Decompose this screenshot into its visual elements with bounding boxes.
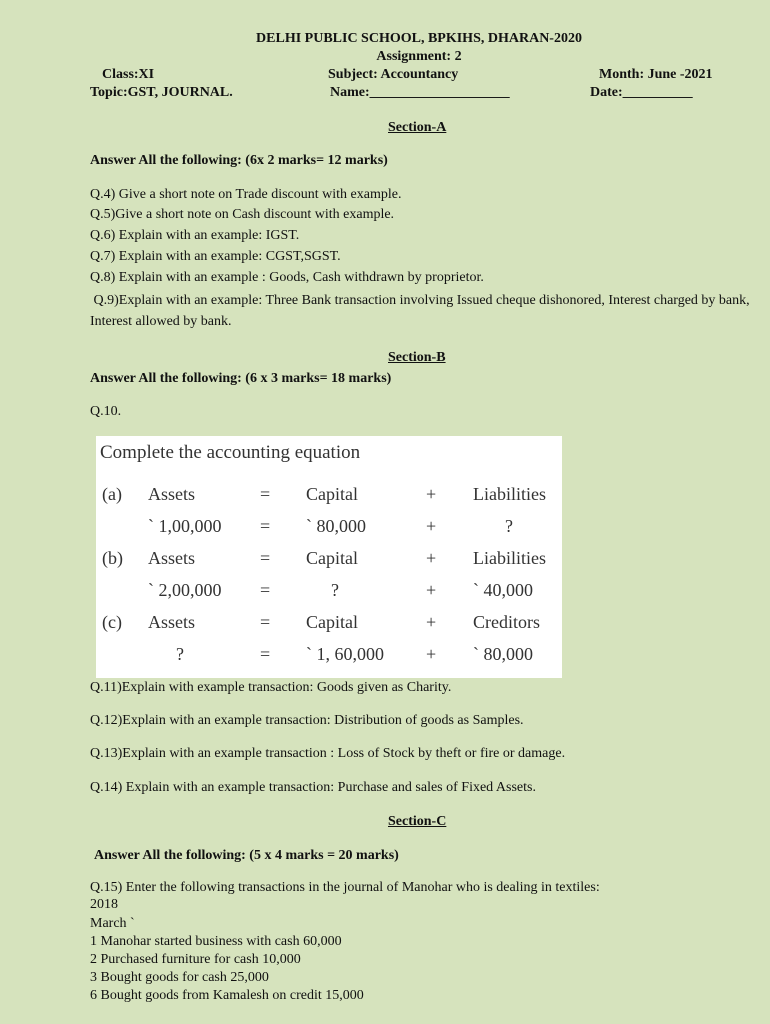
section-b-title: Section-B (388, 350, 446, 365)
name-field: Name:____________________ (330, 85, 510, 100)
capital-c: Capital (306, 612, 358, 632)
capital-a: Capital (306, 484, 358, 504)
equals-value-a: = (260, 516, 271, 536)
section-a-instruction: Answer All the following: (6x 2 marks= 12 marks) (90, 153, 388, 168)
assets-value-a: ` 1,00,000 (148, 516, 222, 536)
equals-a: = (260, 484, 271, 504)
journal-line-2: 2 Purchased furniture for cash 10,000 (90, 952, 301, 967)
question-9: Q.9)Explain with an example: Three Bank transaction involving Issued cheque dishonored, Interest charged by bank, Interest allowed by bank. (90, 293, 754, 329)
journal-month: March ` (90, 916, 135, 931)
topic-label: Topic:GST, JOURNAL. (90, 85, 233, 100)
row-label-c: (c) (102, 612, 122, 632)
question-10: Q.10. (90, 404, 122, 419)
row-label-b: (b) (102, 548, 123, 568)
question-15: Q.15) Enter the following transactions in the journal of Manohar who is dealing in textiles: (90, 880, 600, 895)
liabilities-b: Liabilities (473, 548, 546, 568)
class-label: Class:XI (102, 67, 155, 82)
assets-b: Assets (148, 548, 196, 568)
date-field: Date:__________ (590, 85, 693, 100)
journal-year: 2018 (90, 897, 118, 912)
plus-b: + (426, 548, 437, 568)
section-c-title: Section-C (388, 814, 447, 829)
plus-c: + (426, 612, 437, 632)
assets-c: Assets (148, 612, 196, 632)
section-c-instruction: Answer All the following: (5 x 4 marks = 20 marks) (94, 848, 399, 863)
question-4: Q.4) Give a short note on Trade discount with example. (90, 187, 402, 202)
question-13: Q.13)Explain with an example transaction : Loss of Stock by theft or fire or damage. (90, 746, 566, 761)
journal-line-3: 3 Bought goods for cash 25,000 (90, 970, 269, 985)
liabilities-a: Liabilities (473, 484, 546, 504)
journal-line-1: 1 Manohar started business with cash 60,000 (90, 934, 342, 949)
question-12: Q.12)Explain with an example transaction: Distribution of goods as Samples. (90, 713, 524, 728)
capital-b: Capital (306, 548, 358, 568)
question-5: Q.5)Give a short note on Cash discount with example. (90, 207, 395, 222)
equals-b: = (260, 548, 271, 568)
assets-value-c: ? (176, 644, 184, 664)
creditors-c: Creditors (473, 612, 540, 632)
question-8: Q.8) Explain with an example : Goods, Cash withdrawn by proprietor. (90, 270, 484, 285)
plus-value-b: + (426, 580, 437, 600)
equals-c: = (260, 612, 271, 632)
liabilities-value-a: ? (505, 516, 513, 536)
month-label: Month: June -2021 (599, 67, 713, 82)
plus-a: + (426, 484, 437, 504)
question-11: Q.11)Explain with example transaction: Goods given as Charity. (90, 680, 452, 695)
assets-a: Assets (148, 484, 196, 504)
capital-value-c: ` 1, 60,000 (306, 644, 384, 664)
subject-label: Subject: Accountancy (328, 67, 459, 82)
capital-value-b: ? (331, 580, 339, 600)
question-6: Q.6) Explain with an example: IGST. (90, 228, 300, 243)
row-label-a: (a) (102, 484, 122, 504)
assets-value-b: ` 2,00,000 (148, 580, 222, 600)
plus-value-a: + (426, 516, 437, 536)
accounting-equation-box (96, 436, 562, 678)
assignment-number: Assignment: 2 (376, 49, 462, 64)
section-a-title: Section-A (388, 120, 447, 135)
school-name: DELHI PUBLIC SCHOOL, BPKIHS, DHARAN-2020 (256, 31, 582, 46)
journal-line-4: 6 Bought goods from Kamalesh on credit 15,000 (90, 988, 364, 1003)
equals-value-b: = (260, 580, 271, 600)
creditors-value-c: ` 80,000 (473, 644, 533, 664)
section-b-instruction: Answer All the following: (6 x 3 marks= 18 marks) (90, 371, 392, 386)
question-14: Q.14) Explain with an example transaction: Purchase and sales of Fixed Assets. (90, 780, 536, 795)
liabilities-value-b: ` 40,000 (473, 580, 533, 600)
plus-value-c: + (426, 644, 437, 664)
question-7: Q.7) Explain with an example: CGST,SGST. (90, 249, 341, 264)
capital-value-a: ` 80,000 (306, 516, 366, 536)
equals-value-c: = (260, 644, 271, 664)
equation-title: Complete the accounting equation (100, 442, 361, 463)
